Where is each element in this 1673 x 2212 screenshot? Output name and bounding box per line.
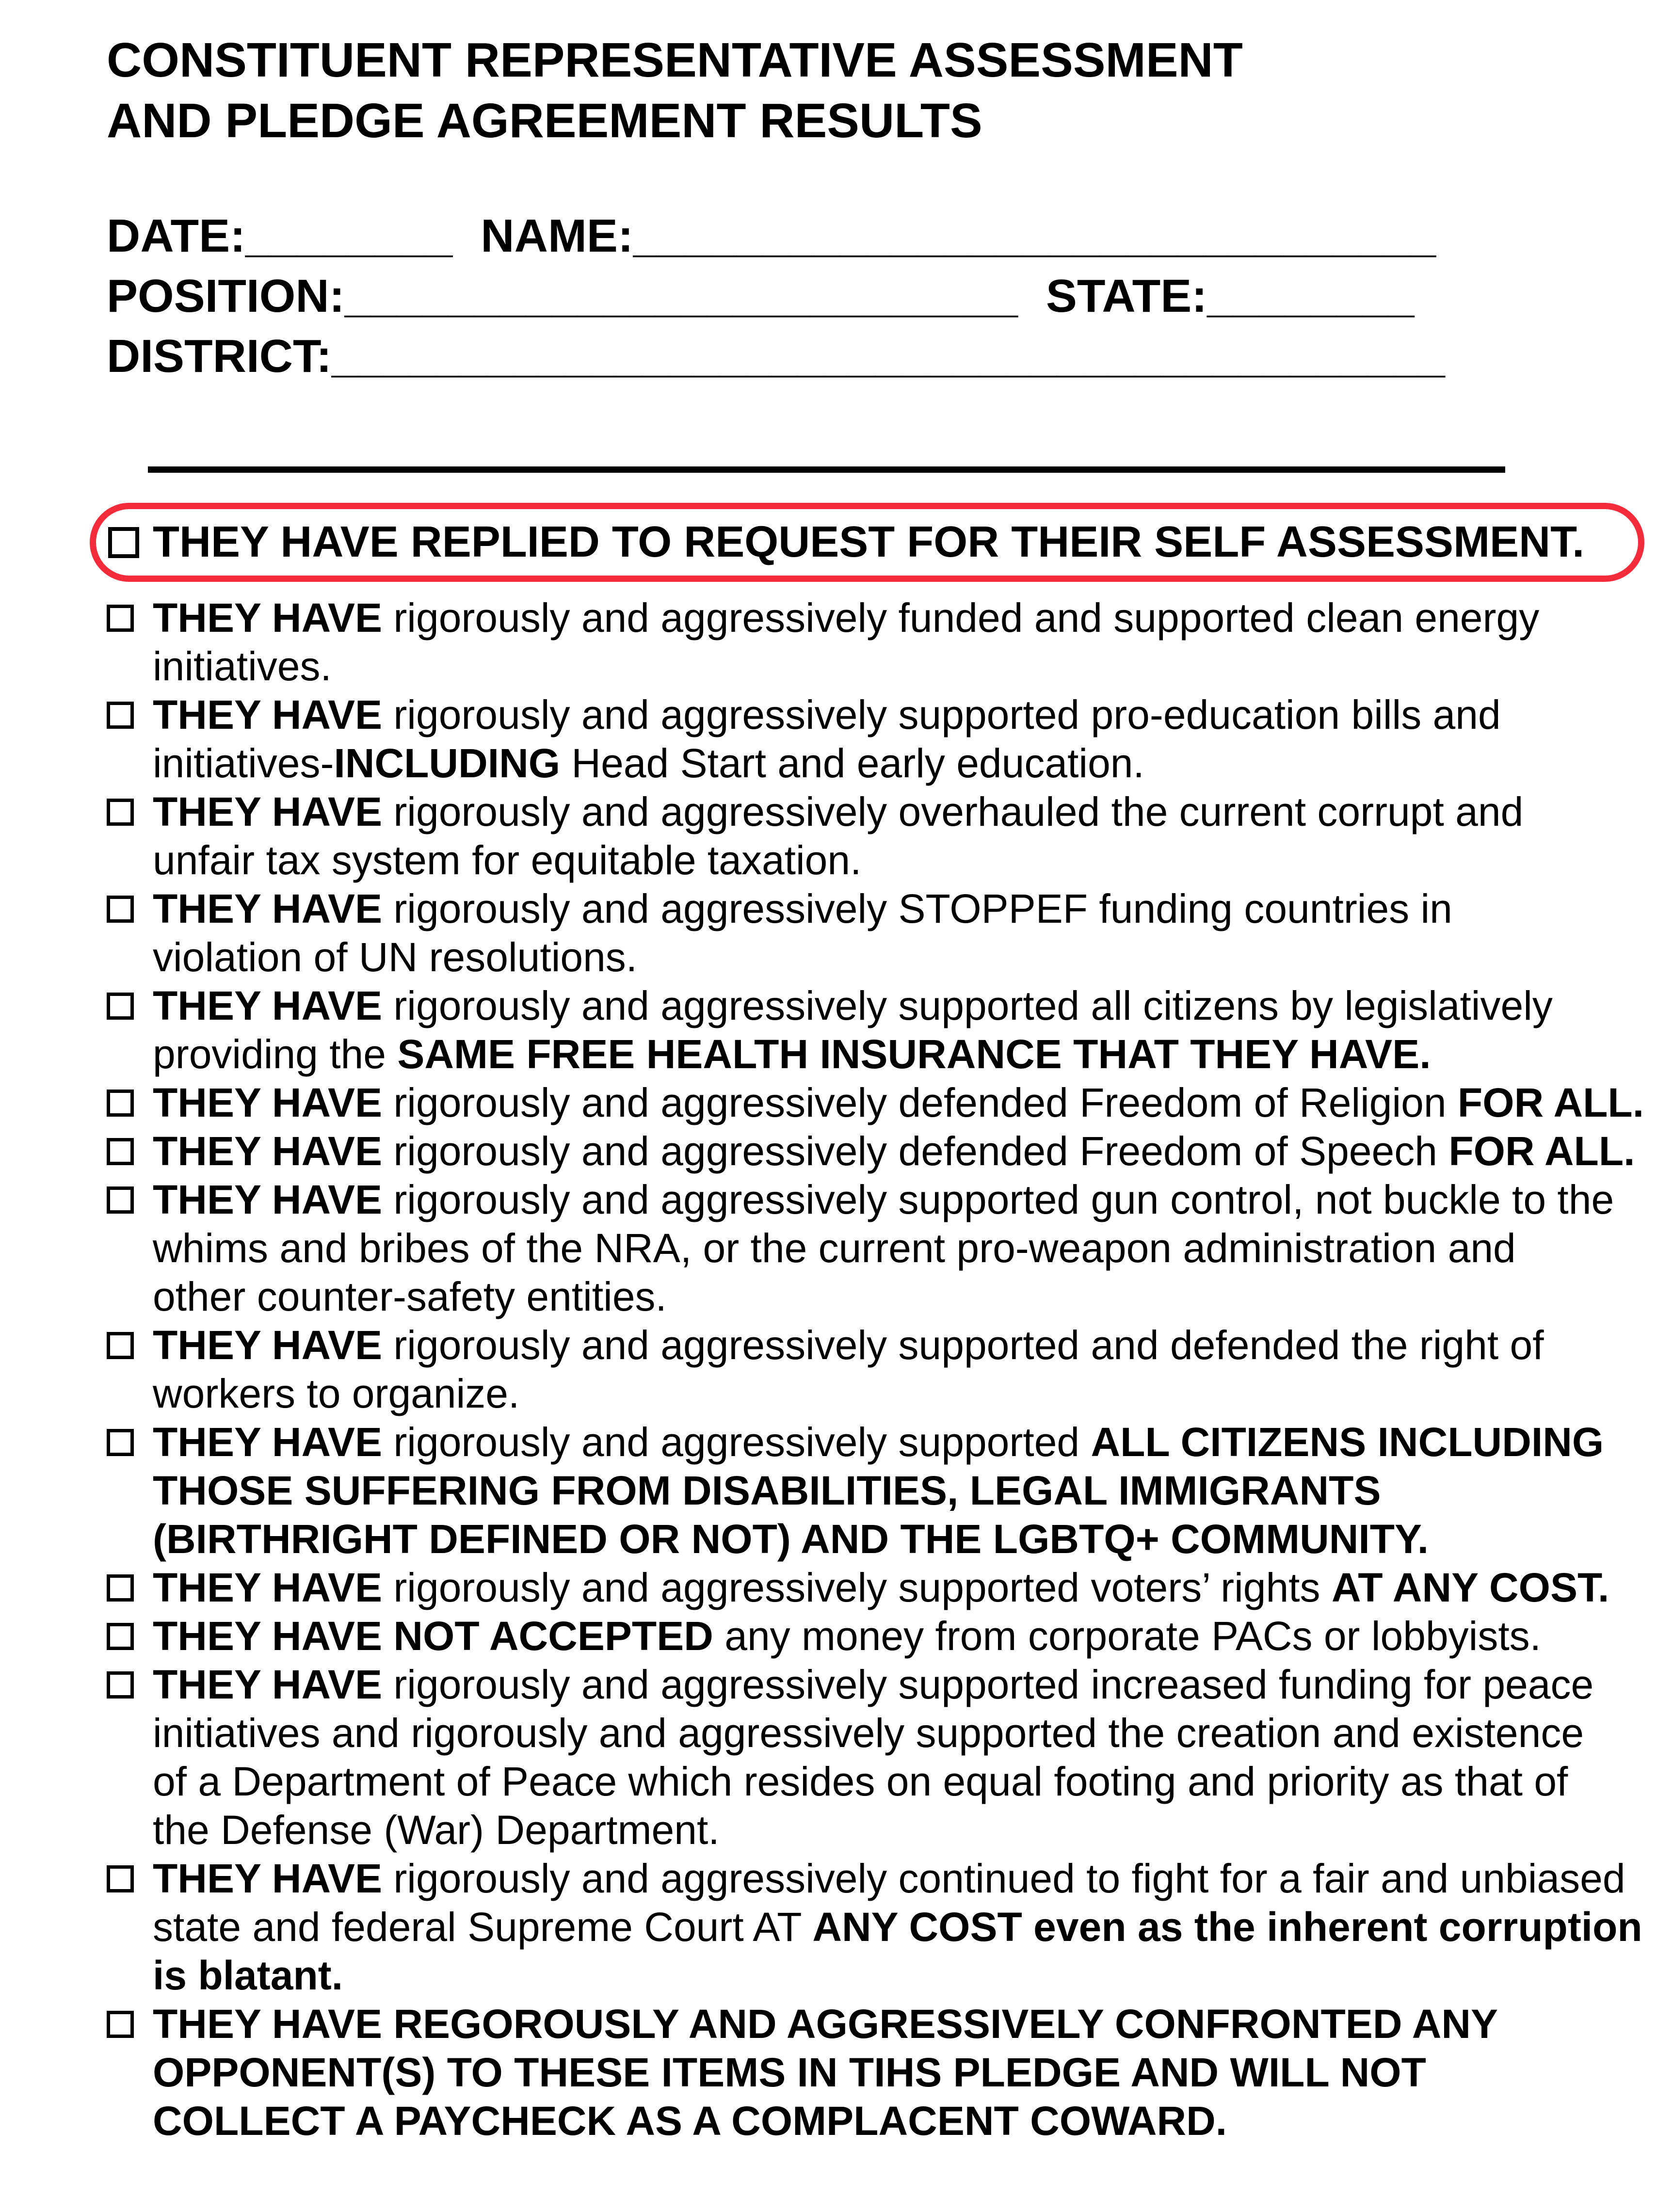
item-line [153, 1466, 1644, 1515]
item-line [153, 642, 1644, 690]
item-text-bold: (BIRTHRIGHT DEFINED OR NOT) AND THE LGBTQ+ COMMUNITY. [153, 1516, 1429, 1562]
item-line [153, 1272, 1644, 1321]
item-text: rigorously and aggressively supported pro-education bills and [382, 692, 1501, 737]
item-line-first [153, 1660, 1644, 1709]
item-line [153, 1903, 1644, 1951]
item-text: the Defense (War) Department. [153, 1807, 720, 1853]
item-line [153, 1369, 1644, 1418]
item-text-bold: THEY HAVE REGOROUSLY AND AGGRESSIVELY CONFRONTED ANY [153, 2001, 1498, 2047]
item-text-bold: THEY HAVE [153, 1856, 382, 1901]
item-text: rigorously and aggressively funded and supported clean energy [382, 595, 1540, 641]
item-line-first [153, 1854, 1644, 1903]
checkbox-icon[interactable] [107, 1865, 134, 1892]
item-text-bold: THEY HAVE [153, 595, 382, 641]
item-line-first [153, 1563, 1644, 1612]
item-text: rigorously and aggressively STOPPEF funding countries in [382, 886, 1452, 931]
checkbox-icon[interactable] [107, 1186, 134, 1214]
item-line [153, 1951, 1644, 2000]
checklist-item [107, 1321, 1644, 1418]
item-text-bold: THEY HAVE [153, 1177, 382, 1222]
item-line-first [153, 787, 1644, 836]
checkbox-icon[interactable] [107, 1138, 134, 1165]
item-text: any money from corporate PACs or lobbyists. [713, 1613, 1542, 1659]
item-text: rigorously and aggressively defended Freedom of Religion [382, 1080, 1458, 1125]
item-text-bold: THEY HAVE NOT ACCEPTED [153, 1613, 713, 1659]
highlight-text: THEY HAVE REPLIED TO REQUEST FOR THEIR SELF ASSESSMENT. [153, 518, 1585, 566]
item-line [153, 1515, 1644, 1563]
item-text: initiatives and rigorously and aggressively supported the creation and existence [153, 1710, 1584, 1756]
item-line-first [153, 593, 1644, 642]
checklist-item [107, 1660, 1644, 1854]
form-field-row [107, 206, 1644, 266]
checklist-item [107, 1078, 1644, 1127]
item-text: other counter-safety entities. [153, 1274, 667, 1319]
field-label: DISTRICT: [107, 330, 332, 382]
item-line [153, 2097, 1644, 2145]
checkbox-icon[interactable] [107, 1574, 134, 1602]
field-blank[interactable]: ___________________________________________ [331, 330, 1445, 382]
item-text-bold: THEY HAVE [153, 789, 382, 834]
item-text-bold: THEY HAVE [153, 1322, 382, 1368]
checkbox-icon[interactable] [107, 799, 134, 826]
checkbox-icon[interactable] [107, 1429, 134, 1456]
item-line [153, 1224, 1644, 1272]
item-text-bold: THEY HAVE [153, 983, 382, 1028]
field-label: NAME: [481, 210, 633, 262]
item-line [153, 933, 1644, 981]
checklist-item [107, 2000, 1644, 2145]
item-text-bold: THEY HAVE [153, 1128, 382, 1174]
checkbox-icon[interactable] [107, 1090, 134, 1117]
item-text-bold: THOSE SUFFERING FROM DISABILITIES, LEGAL IMMIGRANTS [153, 1468, 1381, 1513]
checkbox-icon[interactable] [107, 2011, 134, 2038]
item-line-first [153, 1175, 1644, 1224]
item-line-first [153, 1418, 1644, 1466]
title-line-2: AND PLEDGE AGREEMENT RESULTS [107, 94, 982, 148]
item-text: initiatives. [153, 643, 332, 689]
item-text: initiatives- [153, 740, 334, 786]
checklist-item [107, 690, 1644, 787]
form-field-row [107, 266, 1644, 326]
item-line-first [153, 1321, 1644, 1369]
item-text: rigorously and aggressively supported and defended the right of [382, 1322, 1544, 1368]
item-text-bold: ALL CITIZENS INCLUDING [1091, 1419, 1604, 1465]
item-line [153, 1030, 1644, 1078]
checklist-item [107, 1563, 1644, 1612]
item-line [153, 1709, 1644, 1757]
checkbox-icon[interactable] [107, 993, 134, 1020]
field-blank[interactable]: ________ [1207, 270, 1415, 322]
item-text-bold: INCLUDING [334, 740, 561, 786]
form-field-row [107, 326, 1644, 386]
item-text-bold: THEY HAVE [153, 692, 382, 737]
item-text-bold: ANY COST even as the inherent corruption [812, 1904, 1642, 1950]
checklist-item [107, 1175, 1644, 1321]
item-text: rigorously and aggressively defended Freedom of Speech [382, 1128, 1449, 1174]
item-text-bold: SAME FREE HEALTH INSURANCE THAT THEY HAVE. [397, 1031, 1431, 1077]
document-title [107, 30, 1644, 151]
field-blank[interactable]: _______________________________ [633, 210, 1436, 262]
horizontal-divider [148, 466, 1505, 473]
item-text-bold: FOR ALL. [1448, 1128, 1635, 1174]
field-label: DATE: [107, 210, 246, 262]
item-line [153, 836, 1644, 884]
checklist-item [107, 1854, 1644, 2000]
circled-highlight-item [90, 503, 1644, 582]
item-line [153, 1806, 1644, 1854]
item-line-first [153, 1078, 1644, 1127]
item-line-first [153, 1612, 1644, 1660]
title-line-1: CONSTITUENT REPRESENTATIVE ASSESSMENT [107, 33, 1243, 87]
item-text: Head Start and early education. [560, 740, 1144, 786]
item-text: providing the [153, 1031, 398, 1077]
item-line-first [153, 981, 1644, 1030]
checkbox-icon[interactable] [107, 1332, 134, 1359]
field-label: STATE: [1046, 270, 1207, 322]
item-text-bold: THEY HAVE [153, 1080, 382, 1125]
item-line-first [153, 690, 1644, 739]
checkbox-icon[interactable] [107, 702, 134, 729]
checklist-item [107, 787, 1644, 884]
item-text-bold: THEY HAVE [153, 1565, 382, 1610]
item-text: rigorously and aggressively supported all citizens by legislatively [382, 983, 1553, 1028]
item-text: violation of UN resolutions. [153, 934, 638, 980]
item-text: state and federal Supreme Court AT [153, 1904, 813, 1950]
item-text: rigorously and aggressively supported [382, 1419, 1091, 1465]
item-text-bold: OPPONENT(S) TO THESE ITEMS IN TIHS PLEDGE AND WILL NOT [153, 2050, 1426, 2095]
item-text-bold: COLLECT A PAYCHECK AS A COMPLACENT COWARD. [153, 2098, 1227, 2144]
item-text: rigorously and aggressively continued to fight for a fair and unbiased [382, 1856, 1625, 1901]
item-line [153, 739, 1644, 787]
checklist [107, 593, 1644, 2145]
checklist-item [107, 1127, 1644, 1175]
item-text-bold: is blatant. [153, 1953, 343, 1998]
checklist-item [107, 884, 1644, 981]
checkbox-icon[interactable] [107, 896, 134, 923]
checklist-item [107, 981, 1644, 1078]
item-text: rigorously and aggressively supported voters’ rights [382, 1565, 1332, 1610]
form-fields [107, 206, 1644, 386]
item-text-bold: AT ANY COST. [1331, 1565, 1609, 1610]
checkbox-icon[interactable] [107, 605, 134, 632]
field-blank[interactable]: ________ [245, 210, 453, 262]
field-blank[interactable]: __________________________ [344, 270, 1018, 322]
checkbox-icon[interactable] [107, 1623, 134, 1650]
item-line-first [153, 2000, 1644, 2048]
item-text-bold: THEY HAVE [153, 1662, 382, 1707]
item-text-bold: FOR ALL. [1457, 1080, 1644, 1125]
item-text: rigorously and aggressively supported gun control, not buckle to the [382, 1177, 1614, 1222]
item-line-first [153, 1127, 1644, 1175]
field-label: POSITION: [107, 270, 345, 322]
checkbox-icon[interactable] [107, 1671, 134, 1699]
item-line [153, 2048, 1644, 2097]
item-text: rigorously and aggressively supported increased funding for peace [382, 1662, 1594, 1707]
checkbox-icon[interactable] [108, 527, 139, 558]
item-text: rigorously and aggressively overhauled the current corrupt and [382, 789, 1524, 834]
checklist-item [107, 1418, 1644, 1563]
checklist-item [107, 593, 1644, 690]
checklist-item [107, 1612, 1644, 1660]
item-text: unfair tax system for equitable taxation. [153, 837, 862, 883]
item-text: whims and bribes of the NRA, or the current pro-weapon administration and [153, 1225, 1516, 1271]
item-text: workers to organize. [153, 1371, 520, 1416]
item-text-bold: THEY HAVE [153, 886, 382, 931]
item-text-bold: THEY HAVE [153, 1419, 382, 1465]
document-page [0, 30, 1673, 2145]
item-text: of a Department of Peace which resides on equal footing and priority as that of [153, 1759, 1568, 1804]
item-line-first [153, 884, 1644, 933]
item-line [153, 1757, 1644, 1806]
